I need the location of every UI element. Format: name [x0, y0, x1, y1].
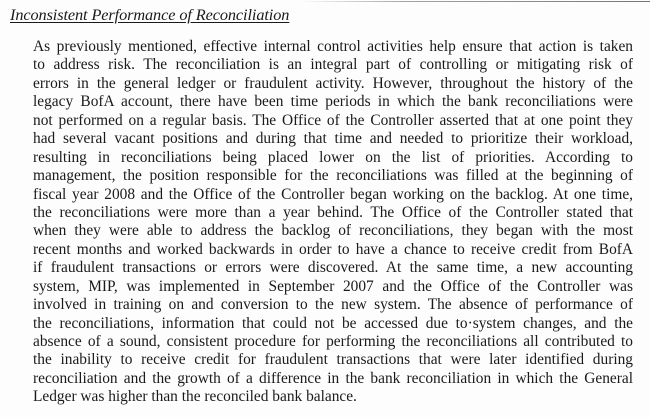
paragraph-line: fiscal year 2008 and the Office of the Controller began working on the backlog. At one time,: [33, 185, 633, 203]
paragraph-line: absence of a sound, consistent procedure for performing the reconciliations all contributed to: [33, 333, 633, 350]
paragraph-line: the reconciliations, information that could not be accessed due to·system changes, and the: [33, 314, 633, 332]
paragraph-line: to address risk. The reconciliation is an integral part of controlling or mitigating risk of: [33, 56, 633, 74]
paragraph-line: involved in training on and conversion to the new system. The absence of performance of: [33, 296, 633, 314]
paragraph-line: the reconciliations were more than a year behind. The Office of the Controller stated that: [33, 203, 633, 221]
paragraph-line: had several vacant positions and during that time and needed to prioritize their workload,: [33, 130, 633, 148]
paragraph-line: not performed on a regular basis. The Office of the Controller asserted that at one point they: [33, 111, 633, 129]
paragraph-line: reconciliation and the growth of a difference in the bank reconciliation in which the General: [33, 369, 633, 387]
paragraph-line: recent months and worked backwards in order to have a chance to receive credit from BofA: [33, 240, 633, 258]
paragraph-line: resulting in reconciliations being placed lower on the list of priorities. According to: [33, 148, 633, 166]
paragraph-line: the inability to receive credit for fraudulent transactions that were later identified during: [33, 351, 633, 369]
body-paragraph: [33, 38, 633, 407]
paragraph-line: Ledger was higher than the reconciled bank balance.: [33, 388, 357, 406]
top-edge-rule: [300, 1, 650, 2]
paragraph-line: legacy BofA account, there have been time periods in which the bank reconciliations were: [33, 93, 633, 111]
section-heading: Inconsistent Performance of Reconciliation: [10, 5, 290, 24]
paragraph-line: when they were able to address the backlog of reconciliations, they began with the most: [33, 222, 633, 240]
paragraph-line: As previously mentioned, effective internal control activities help ensure that action is taken: [33, 38, 633, 55]
paragraph-line: management, the position responsible for the reconciliations was filled at the beginning of: [33, 167, 633, 185]
paragraph-line: if fraudulent transactions or errors were discovered. At the same time, a new accounting: [33, 259, 633, 277]
paragraph-line: errors in the general ledger or fraudulent activity. However, throughout the history of the: [33, 74, 633, 92]
paragraph-line: system, MIP, was implemented in September 2007 and the Office of the Controller was: [33, 277, 633, 295]
